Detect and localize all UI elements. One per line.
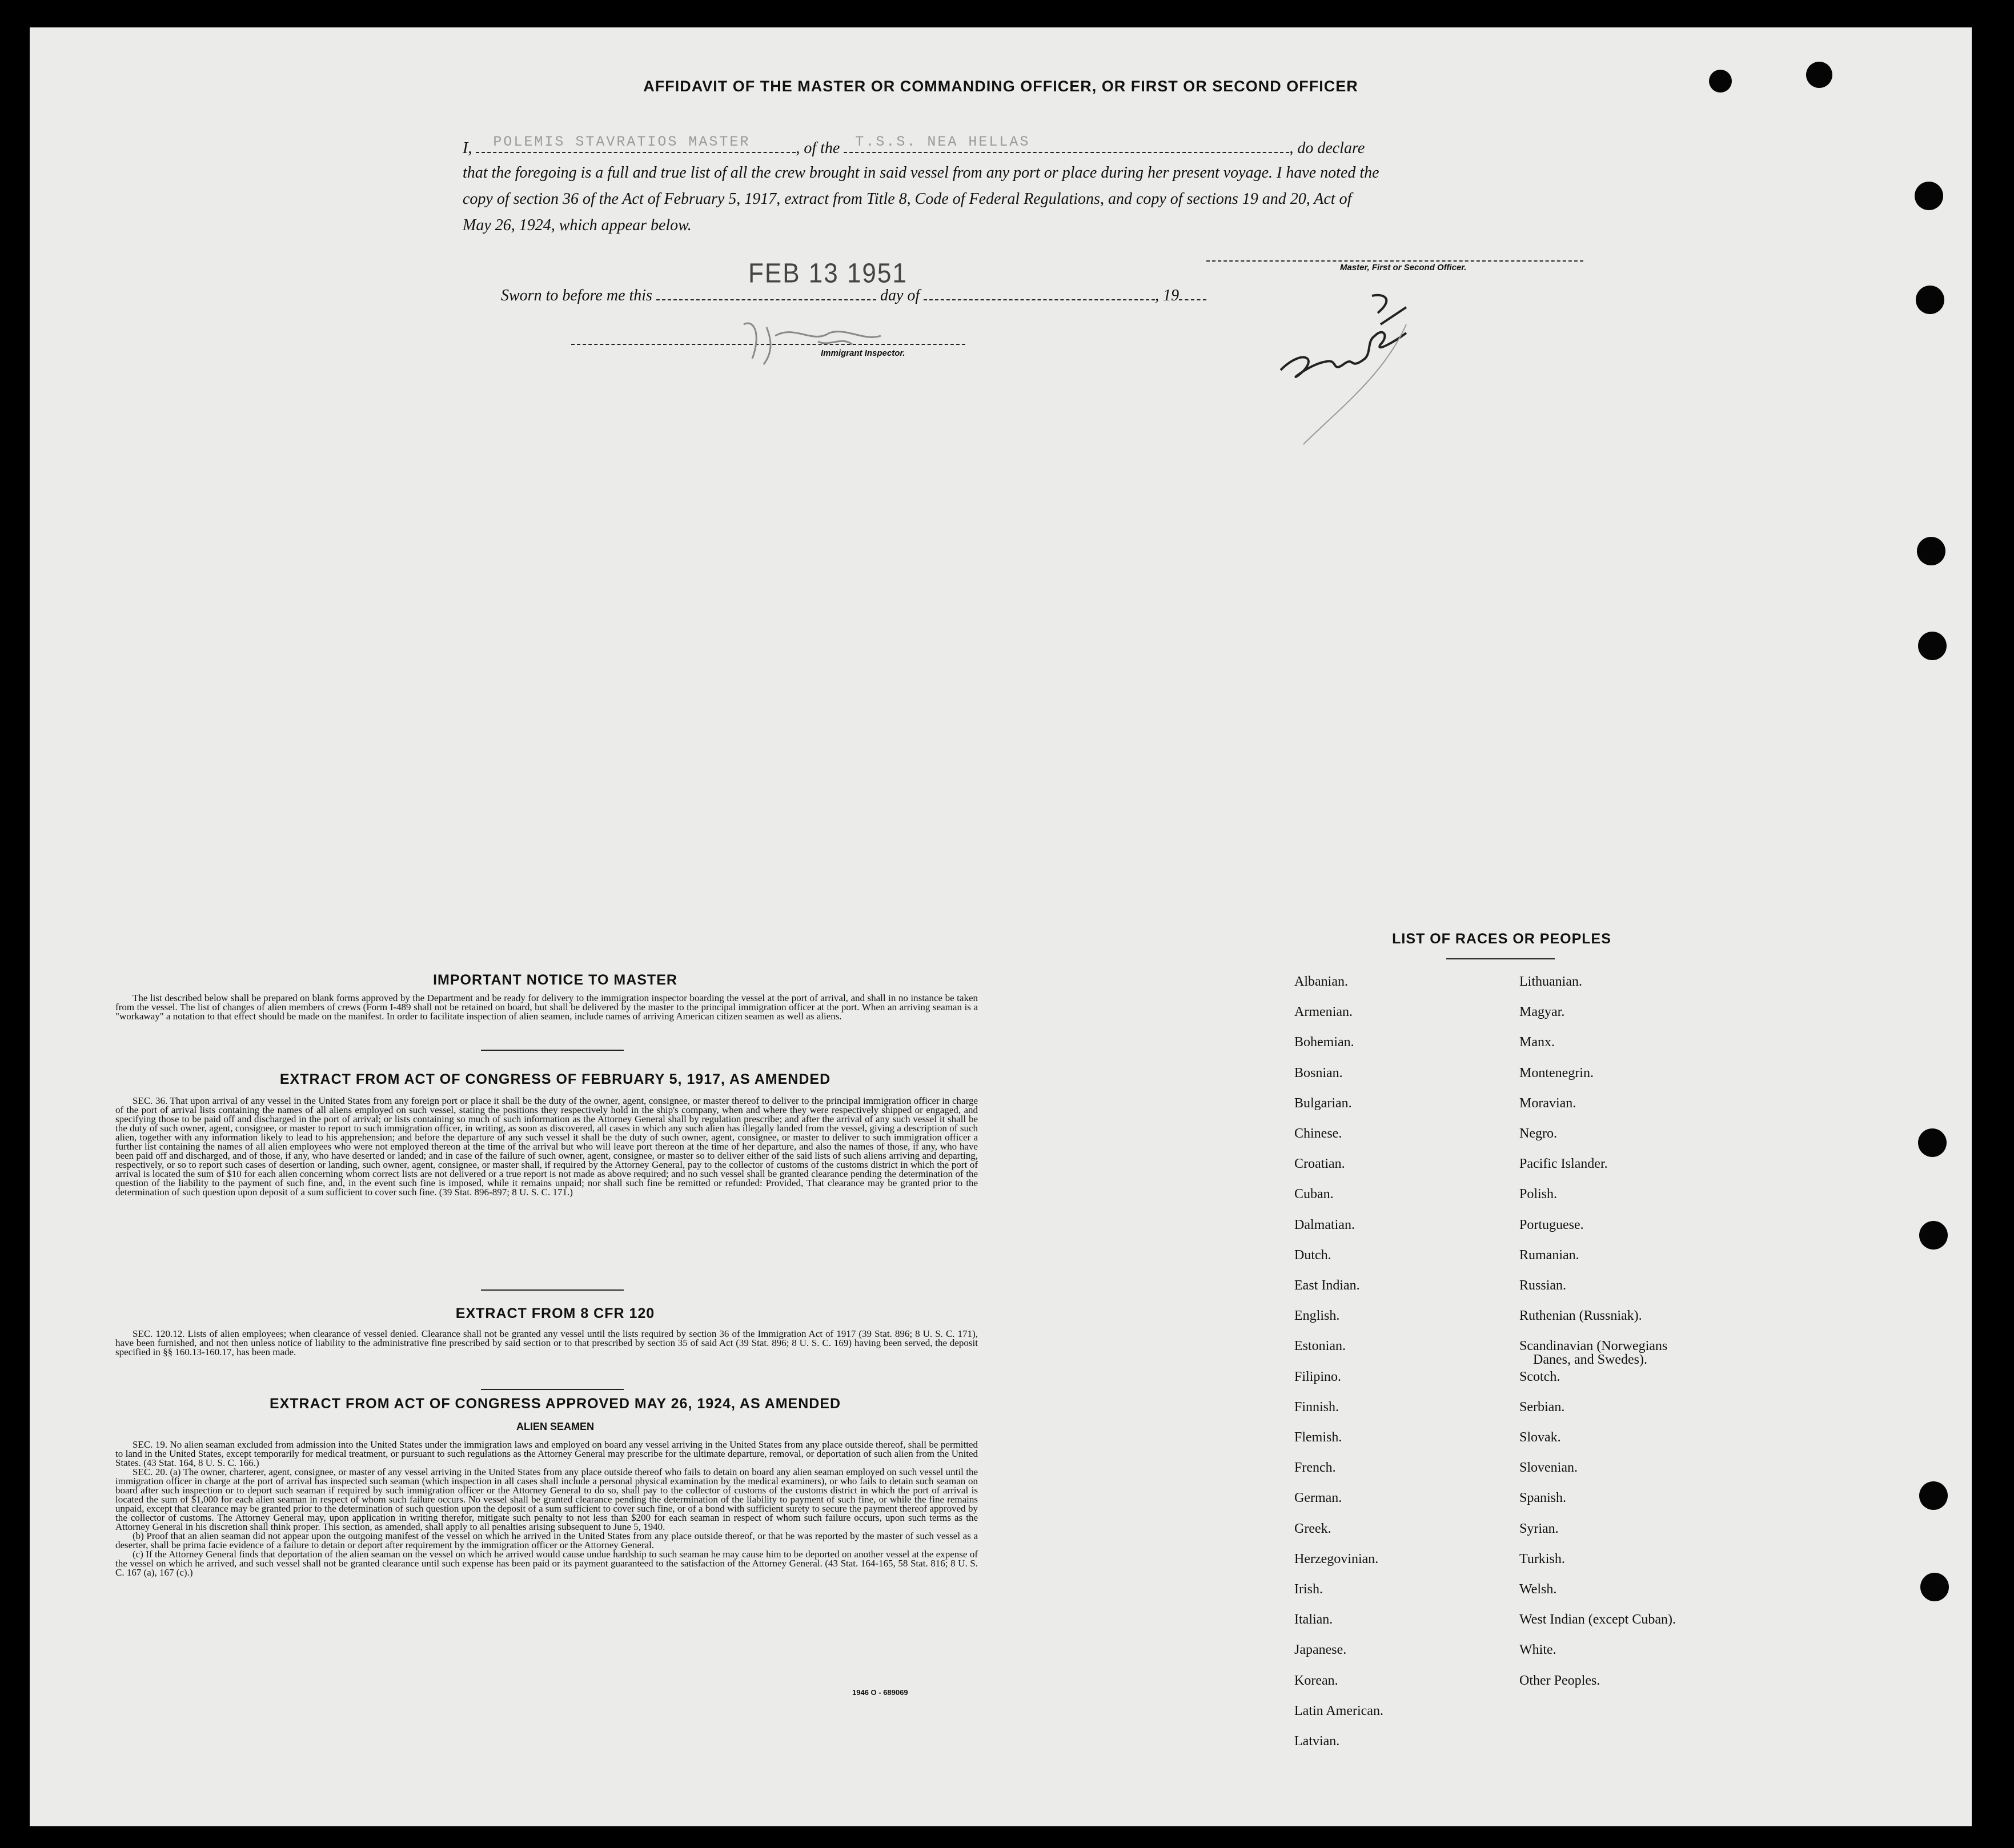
vessel-name-blank — [844, 134, 1289, 153]
affidavit-form-page — [30, 27, 1972, 1826]
race-item: Negro. — [1519, 1126, 1557, 1141]
extract2-text: SEC. 120.12. Lists of alien employees; when clearance of vessel denied. Clearance shall not be granted any vessel until the lists required by section 36 of the Immigration Act of 1917 (39 Stat. 896; 8 U. S. C. 171), have been furnished, and not then unless notice of liability to the administrative fine prescribed by said section or to that prescribed by section 35 of said Act (39 Stat. 896; 8 U. S. C. 169) having been served, the deposit specified in §§ 160.13-160.17, has been made. — [115, 1328, 978, 1357]
race-item: Pacific Islander. — [1519, 1156, 1608, 1172]
inspector-signature — [732, 302, 915, 376]
inspector-label: Immigrant Inspector. — [821, 348, 905, 358]
affidavit-title: AFFIDAVIT OF THE MASTER OR COMMANDING OFFICER, OR FIRST OR SECOND OFFICER — [643, 78, 1358, 95]
of-the-text: , of the — [796, 139, 840, 157]
race-item: Greek. — [1294, 1521, 1331, 1536]
divider — [481, 1050, 624, 1051]
race-item: Bulgarian. — [1294, 1095, 1352, 1111]
race-item: Chinese. — [1294, 1126, 1342, 1141]
declaration-line-4: May 26, 1924, which appear below. — [463, 216, 692, 234]
race-item: Estonian. — [1294, 1339, 1346, 1354]
punch-hole — [1919, 1221, 1948, 1250]
race-item: Danes, and Swedes). — [1533, 1352, 1647, 1368]
master-signature-label: Master, First or Second Officer. — [1340, 263, 1467, 272]
race-item: Dutch. — [1294, 1247, 1331, 1263]
race-item: Polish. — [1519, 1187, 1558, 1202]
punch-hole — [1920, 1573, 1949, 1601]
race-item: Irish. — [1294, 1582, 1323, 1597]
i-prefix: I, — [463, 139, 472, 157]
race-item: Korean. — [1294, 1673, 1338, 1688]
extract3-title: EXTRACT FROM ACT OF CONGRESS APPROVED MAY 26, 1924, AS AMENDED — [269, 1396, 841, 1412]
declaration-line-3: copy of section 36 of the Act of February 5, 1917, extract from Title 8, Code of Federal Regulations, and copy of sections 19 and 20, Act of — [463, 190, 1352, 208]
race-item: East Indian. — [1294, 1278, 1360, 1293]
race-item: Manx. — [1519, 1035, 1555, 1050]
punch-hole — [1916, 286, 1944, 314]
race-item: Bohemian. — [1294, 1035, 1354, 1050]
race-item: French. — [1294, 1460, 1336, 1476]
race-item: Turkish. — [1519, 1551, 1565, 1566]
master-name-value: POLEMIS STAVRATIOS MASTER — [493, 134, 751, 150]
race-item: Croatian. — [1294, 1156, 1345, 1172]
race-item: Scotch. — [1519, 1369, 1560, 1384]
extract2-title: EXTRACT FROM 8 CFR 120 — [455, 1305, 655, 1321]
year-prefix: , 19 — [1155, 287, 1179, 304]
punch-hole — [1918, 1128, 1947, 1157]
race-item: Russian. — [1519, 1278, 1567, 1293]
race-item: German. — [1294, 1491, 1342, 1506]
extract3-sec20b: (b) Proof that an alien seaman did not appear upon the outgoing manifest of the vessel on which he arrived in the United States from any place outside thereof, or that he was reported by the master of such vessel as a deserter, shall be prima facie evidence of a failure to detain or deport after requirement by the immigration officer or the Attorney General. — [115, 1530, 978, 1550]
extract3-sec20c: (c) If the Attorney General finds that deportation of the alien seaman on the vessel on which he arrived would cause undue hardship to such seaman he may cause him to be deported on another vessel at the expense of the vessel on which he arrived, and such vessel shall not be granted clearance until such expense has been paid or its payment guaranteed to the satisfaction of the Attorney General. (43 Stat. 164-165, 58 Stat. 816; 8 U. S. C. 167 (a), 167 (c).) — [115, 1549, 978, 1578]
month-blank — [924, 289, 1155, 300]
race-item: White. — [1519, 1642, 1556, 1658]
print-code: 1946 O - 689069 — [852, 1688, 908, 1697]
race-item: Ruthenian (Russniak). — [1519, 1308, 1642, 1324]
race-item: Japanese. — [1294, 1642, 1347, 1658]
race-item: Finnish. — [1294, 1399, 1339, 1415]
vessel-name-value: T.S.S. NEA HELLAS — [855, 134, 1030, 150]
race-item: Italian. — [1294, 1612, 1333, 1628]
master-name-blank — [476, 134, 796, 153]
race-item: Montenegrin. — [1519, 1065, 1594, 1080]
date-stamp: FEB 13 1951 — [748, 258, 908, 289]
race-item: Latin American. — [1294, 1703, 1383, 1718]
declaration-line-2: that the foregoing is a full and true list of all the crew brought in said vessel from any port or place during her present voyage. I have noted the — [463, 164, 1379, 182]
divider — [481, 1389, 624, 1390]
race-item: Serbian. — [1519, 1399, 1565, 1415]
race-item: Welsh. — [1519, 1582, 1557, 1597]
race-item: Lithuanian. — [1519, 974, 1582, 989]
races-left-column — [1294, 27, 1523, 1798]
race-item: Magyar. — [1519, 1005, 1565, 1020]
extract3-sec19: SEC. 19. No alien seaman excluded from admission into the United States under the immigration laws and employed on board any vessel arriving in the United States from any place outside thereof, shall be permitted to land in the United States, except temporarily for medical treatment, or pursuant to such regulations as the Attorney General may prescribe for the ultimate departure, removal, or deportation of such alien from the United States. (43 Stat. 164, 8 U. S. C. 166.) — [115, 1439, 978, 1468]
race-item: Portuguese. — [1519, 1217, 1584, 1232]
year-blank — [1179, 289, 1206, 300]
divider — [481, 1289, 624, 1291]
race-item: Cuban. — [1294, 1187, 1334, 1202]
notice-title: IMPORTANT NOTICE TO MASTER — [433, 972, 677, 988]
race-item: English. — [1294, 1308, 1340, 1324]
punch-hole — [1918, 632, 1947, 660]
race-item: Latvian. — [1294, 1734, 1340, 1749]
race-item: Slovak. — [1519, 1430, 1561, 1445]
race-item: Other Peoples. — [1519, 1673, 1600, 1688]
punch-hole — [1915, 182, 1943, 210]
extract1-text: SEC. 36. That upon arrival of any vessel in the United States from any foreign port or place it shall be the duty of the owner, agent, consignee, or master thereof to deliver to the principal immigration officer in charge of the port of arrival lists containing the names of all aliens employed on such vessel, stating the positions they respectively hold in the ship's company, when and where they were respectively shipped or engaged, and specifying those to be paid off and discharged in the port of arrival; or lists containing so much of such information as the Attorney General shall by regulation prescribe; and after the arrival of any such vessel it shall be the duty of such owner, agent, consignee, or master to report to such immigration officer, in writing, as soon as discovered, all cases in which any such alien has illegally landed from the vessel, giving a description of such alien, together with any information likely to lead to his apprehension; and before the departure of any such vessel it shall be the duty of such owner, agent, consignee, or master to deliver to such immigration officer a further list containing the names of all alien employees who were not employed thereon at the time of the arrival but who will leave port thereon at the time of her departure, and also the names of those, if any, who have been paid off and discharged, and of those, if any, who have deserted or landed; and in case of the failure of such owner, agent, consignee, or master so to deliver either of the said lists of such aliens arriving and departing, respectively, or so to report such cases of desertion or landing, such owner, agent, consignee, or master shall, if required by the Attorney General, pay to the collector of customs of the customs district in which the port of arrival is located the sum of $10 for each alien concerning whom correct lists are not delivered or a true report is not made as above required; and no such vessel shall be granted clearance pending the determination of the question of the liability to the payment of such fine, and, in the event such fine is imposed, while it remains unpaid; nor shall such fine be remitted or refunded: Provided, That clearance may be granted prior to the determination of such question upon deposit of a sum sufficient to cover such fine. (39 Stat. 896-897; 8 U. S. C. 171.) — [115, 1095, 978, 1198]
do-declare-text: , do declare — [1289, 139, 1365, 157]
race-item: Albanian. — [1294, 974, 1348, 989]
sworn-text: Sworn to before me this — [501, 287, 652, 304]
race-item: Flemish. — [1294, 1430, 1342, 1445]
extract3-body — [115, 1440, 978, 1577]
race-item: West Indian (except Cuban). — [1519, 1612, 1676, 1628]
notice-text: The list described below shall be prepared on blank forms approved by the Department and be ready for delivery to the immigration inspector boarding the vessel at the port of arrival, and shall in no instance be taken from the vessel. The list of changes of alien members of crews (Form I-489 shall not be retained on board, but shall be delivered by the master to the principal immigration officer at the port. When an arriving seaman is a "workaway" a notation to that effect should be made on the manifest. In order to facilitate inspection of alien seamen, include names of arriving American citizen seamen as well as aliens. — [115, 993, 978, 1022]
extract3-subtitle: ALIEN SEAMEN — [516, 1421, 594, 1432]
sworn-date-blank — [656, 289, 876, 300]
race-item: Dalmatian. — [1294, 1217, 1355, 1232]
race-item: Armenian. — [1294, 1005, 1353, 1020]
race-item: Bosnian. — [1294, 1065, 1343, 1080]
races-right-column — [1519, 27, 1839, 1798]
race-item: Herzegovinian. — [1294, 1551, 1379, 1566]
race-item: Rumanian. — [1519, 1247, 1579, 1263]
day-of-text: day of — [880, 287, 920, 304]
race-item: Syrian. — [1519, 1521, 1559, 1536]
declaration-line-1 — [463, 134, 1365, 158]
race-item: Slovenian. — [1519, 1460, 1578, 1476]
race-item: Moravian. — [1519, 1095, 1576, 1111]
race-item: Filipino. — [1294, 1369, 1342, 1384]
punch-hole — [1919, 1481, 1948, 1510]
race-item: Scandinavian (Norwegians — [1519, 1339, 1668, 1354]
race-item: Spanish. — [1519, 1491, 1567, 1506]
extract1-title: EXTRACT FROM ACT OF CONGRESS OF FEBRUARY 5, 1917, AS AMENDED — [279, 1071, 831, 1087]
races-title: LIST OF RACES OR PEOPLES — [1392, 931, 1611, 947]
punch-hole — [1917, 537, 1945, 565]
extract3-sec20a: SEC. 20. (a) The owner, charterer, agent, consignee, or master of any vessel arriving in the United States from any place outside thereof who fails to detain on board any alien seaman employed on such vessel until the immigration officer in charge at the port of arrival has inspected such seaman (which inspection in all cases shall include a personal physical examination by the medical examiners), or who fails to detain such seaman on board after such inspection or to deport such seaman if required by such immigration officer or the Attorney General to do so, shall pay to the collector of customs of the customs district in which the port of arrival is located the sum of $1,000 for each alien seaman in respect of whom such failure occurs. No vessel shall be granted clearance pending the determination of the liability to payment of such fine, or while the fine remains unpaid, except that clearance may be granted prior to the determination of such question upon the deposit of a sum sufficient to cover such fine, or of a bond with sufficient surety to secure the payment thereof approved by the collector of customs. The Attorney General may, upon application in writing therefor, mitigate such penalty to not less than $200 for each seaman in respect of whom such failure occurs, upon such terms as the Attorney General in his discretion shall think proper. This section, as amended, shall apply to all penalties arising subsequent to June 5, 1940. — [115, 1467, 978, 1532]
